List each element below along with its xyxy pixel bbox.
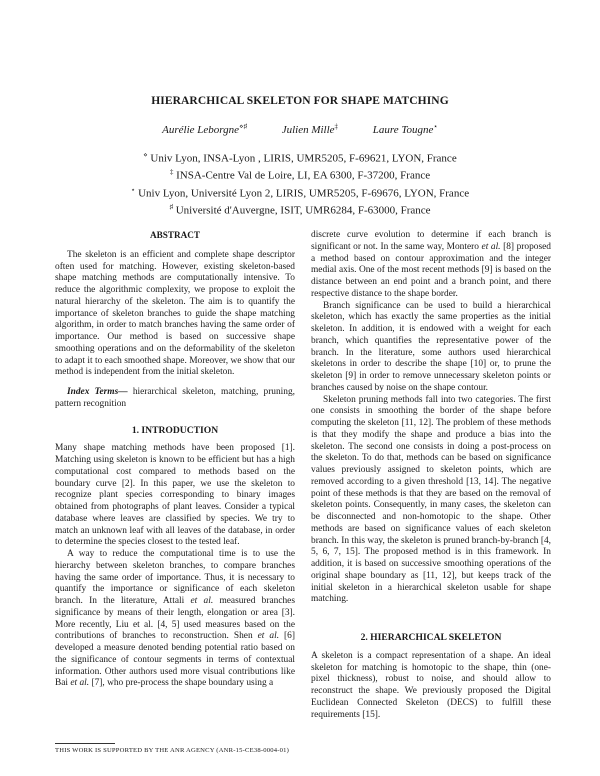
right-paragraph-2: Branch significance can be used to build a hierarchical skeleton, which has exactly the same properties as the initial skeleton. In addition, it is endowed with a weight for each branch, which quantifies the representative power of the branch. In the literature, some authors used hierarchical skeletons in order to describe the shape [10] or, to prune the skeleton [9] in order to remove unnecessary skeleton points or branches caused by noise on the shape contour. <box>311 300 551 393</box>
intro-paragraph-1: Many shape matching methods have been proposed [1]. Matching using skeleton is known to be efficient but has a high computational cost compared to methods based on the boundary curve [2]. In this paper, we use the skeleton to recognize plant species corresponding to binary images obtained from photographs of plant leaves. Consider a typical database where leaves are classified by species. We try to match an unknown leaf with all leaves of the database, in order to determine the species closest to the tested leaf. <box>55 443 295 548</box>
section-heading-hierarchical-skeleton: 2. HIERARCHICAL SKELETON <box>360 632 502 643</box>
paper-title: HIERARCHICAL SKELETON FOR SHAPE MATCHING <box>151 95 449 107</box>
right-paragraph-3: Skeleton pruning methods fall into two categories. The first one consists in smoothing the border of the shape before computing the skeleton [11, 12]. The problem of these methods is that they modify the shape and produce a bias into the skeleton. The second one consists in doing a post-process on the skeleton. To do that, methods can be based on significance values previously assigned to skeleton points, which are removed according to a given threshold [13, 14]. The negative point of these methods is that they are based on the removal of skeleton points. Consequently, in many cases, the skeleton can be disconnected and non-homotopic to the shape. Other methods are based on significance values of each skeleton branch. In this way, the skeleton is pruned branch-by-branch [4, 5, 6, 7, 15]. The proposed method is in this framework. In addition, it is based on successive smoothing operations of the original shape boundary as [11, 12], but keeps track of the initial skeleton in a hierarchical skeleton usable for shape matching. <box>311 394 551 605</box>
author: Julien Mille‡ <box>281 122 339 136</box>
abstract-text: The skeleton is an efficient and complete shape descriptor often used for matching. However, existing skeleton-based shape matching methods are computationally intensive. To reduce the algorithmic complexity, we propose to exploit the natural hierarchy of the skeleton. The aim is to quantify the importance of skeleton branches to guide the shape matching algorithm, in order to match branches having the same order of importance. Our method is based on successive shape smoothing operations and on the deformability of the skeleton to adapt it to each smoothed shape. Moreover, we show that our method is independent from the initial skeleton. <box>55 249 295 378</box>
author: Aurélie Leborgne⋄♯ <box>162 122 247 136</box>
abstract-heading: ABSTRACT <box>149 230 201 240</box>
author: Laure Tougne⋆ <box>372 122 438 136</box>
section-heading-introduction: 1. INTRODUCTION <box>131 424 219 436</box>
section2-paragraph-1: A skeleton is a compact representation of a shape. An ideal skeleton for matching is homotopic to the shape, thin (one-pixel thickness), robust to noise, and should allow to reconstruct the shape. We previously proposed the Digital Euclidean Connected Skeleton (DECS) to fulfill these requirements [15]. <box>311 650 551 720</box>
affiliation-list <box>0 149 600 218</box>
intro-paragraph-2: A way to reduce the computational time is to use the hierarchy between skeleton branches, to compare branches having the same order of importance. Thus, it is necessary to quantify the importance or significance of each skeleton branch. In the literature, Attali et al. measured branches significance by means of their length, elongation or area [3]. More recently, Liu et al. [4, 5] used measures based on the contributions of branches to reconstruction. Shen et al. [6] developed a measure denoted bending potential ratio based on the significance of contour segments in terms of contextual information. Other authors used more visual contributions like Bai et al. [7], who pre-process the shape boundary using a <box>55 549 295 689</box>
affiliation: ‡ INSA-Centre Val de Loire, LI, EA 6300, F-37200, France <box>169 168 431 182</box>
affiliation: ⋄ Univ Lyon, INSA-Lyon , LIRIS, UMR5205, F-69621, LYON, France <box>143 151 457 165</box>
left-column <box>55 230 295 690</box>
author-list <box>0 122 600 136</box>
affiliation: ♯ Université d'Auvergne, ISIT, UMR6284, F-63000, France <box>169 202 431 217</box>
affiliation: ⋆ Univ Lyon, Université Lyon 2, LIRIS, UMR5205, F-69676, LYON, France <box>130 185 470 200</box>
index-terms: Index Terms— hierarchical skeleton, matching, pruning, pattern recognition <box>55 387 296 409</box>
right-column <box>311 230 551 721</box>
footnote: THIS WORK IS SUPPORTED BY THE ANR AGENCY (ANR-15-CE38-0004-01) <box>55 747 289 754</box>
right-paragraph-1: discrete curve evolution to determine if each branch is significant or not. In the same way, Montero et al. [8] proposed a method based on contour approximation and the integer medial axis. One of the most recent methods [9] is based on the distance between an end point and a branch point, and there respective distance to the shape border. <box>311 230 551 299</box>
footnote-divider <box>55 743 115 744</box>
